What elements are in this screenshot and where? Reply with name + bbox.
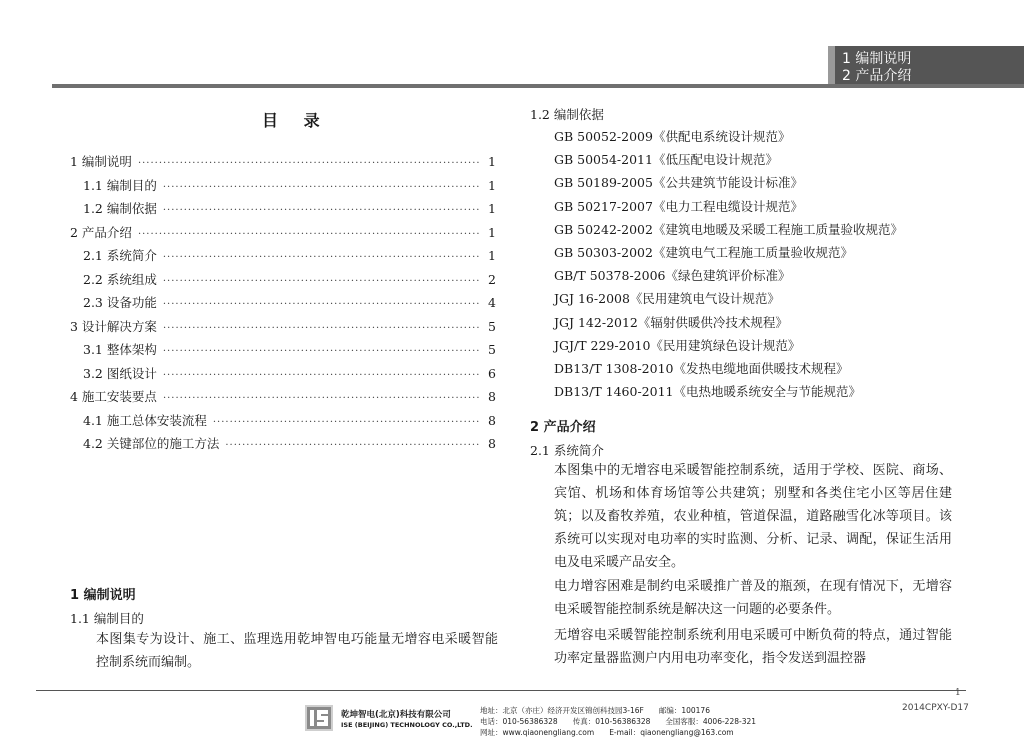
toc-leader-dots: [163, 370, 480, 381]
toc-entry-page: 5: [488, 342, 496, 357]
company-name-en: ISE (BEIJING) TECHNOLOGY CO.,LTD.: [341, 721, 473, 729]
toc-entry-page: 1: [488, 201, 496, 216]
toc-entry: [70, 293, 496, 317]
header-rule: [52, 84, 1024, 88]
toc-leader-dots: [163, 323, 480, 334]
toc-leader-dots: [138, 158, 480, 169]
toc-entry-page: 6: [488, 365, 496, 381]
section-2-1-para-3: 无增容电采暖智能控制系统利用电采暖可中断负荷的特点，通过智能功率定量器监测户内用电功率变化，指令发送到温控器: [554, 628, 952, 666]
section-1-1-body: 本图集专为设计、施工、监理选用乾坤智电巧能量无增容电采暖智能控制系统而编制。: [96, 632, 498, 670]
toc-entry-page: 8: [488, 436, 496, 451]
standard-item: GB 50054-2011《低压配电设计规范》: [554, 152, 778, 168]
section-2-1-para-1: 本图集中的无增容电采暖智能控制系统，适用于学校、医院、商场、宾馆、机场和体育场馆等公共建筑；别墅和各类住宅小区等居住建筑；以及畜牧养殖，农业种植，管道保温，道路融雪化冰等项目。该系统可以实现对电功率的实时监测、分析、记录、调配，保证生活用电及电采暖产品安全。: [554, 463, 952, 570]
toc-entry-label: 3 设计解决方案: [70, 318, 157, 334]
standard-item: GB 50303-2002《建筑电气工程施工质量验收规范》: [554, 244, 853, 260]
toc-entry-page: 1: [488, 177, 496, 193]
company-web: 网址：www.qiaonengliang.com E-mail：qiaonengliang@163.com: [480, 728, 734, 737]
toc-entry: [70, 270, 496, 294]
toc-entry-label: 1.1 编制目的: [83, 177, 157, 193]
toc-leader-dots: [163, 346, 480, 357]
standards-list: [554, 125, 903, 403]
toc-leader-dots: [163, 393, 480, 404]
section-1-1-heading: 1.1 编制目的: [70, 611, 144, 626]
toc-entry: [70, 340, 496, 364]
toc-entry: [70, 246, 496, 270]
section-tab-stripe: [828, 46, 835, 88]
standard-item: DB13/T 1308-2010《发热电缆地面供暖技术规程》: [554, 360, 849, 376]
toc-entry: [70, 199, 496, 223]
toc-entry-page: 5: [488, 318, 496, 334]
toc-entry-label: 4.1 施工总体安装流程: [83, 412, 207, 428]
toc-entry-page: 1: [488, 224, 496, 240]
toc-entry: [70, 223, 496, 247]
table-of-contents: [70, 152, 496, 458]
toc-leader-dots: [138, 229, 480, 240]
toc-leader-dots: [163, 182, 480, 193]
standard-item: DB13/T 1460-2011《电热地暖系统安全与节能规范》: [554, 384, 861, 400]
toc-entry-label: 2.2 系统组成: [83, 271, 157, 287]
page-number: 1: [955, 688, 961, 698]
standard-item: GB 50217-2007《电力工程电缆设计规范》: [554, 198, 803, 214]
toc-entry-page: 8: [488, 412, 496, 428]
toc-leader-dots: [225, 440, 480, 451]
toc-entry-label: 2 产品介绍: [70, 224, 132, 240]
section-tab-line-1: 1 编制说明: [842, 51, 912, 67]
toc-entry-page: 1: [488, 248, 496, 263]
toc-entry: [70, 434, 496, 458]
section-1-2-heading: 1.2 编制依据: [530, 107, 604, 122]
standard-item: JGJ 16-2008《民用建筑电气设计规范》: [554, 291, 780, 307]
toc-entry-label: 2.3 设备功能: [83, 295, 157, 310]
section-2-heading: 2 产品介绍: [530, 420, 596, 435]
toc-entry-label: 4 施工安装要点: [70, 389, 157, 404]
drawing-code: 2014CPXY-D17: [902, 703, 969, 713]
toc-entry-page: 8: [488, 389, 496, 404]
toc-entry-label: 1.2 编制依据: [83, 201, 157, 216]
toc-entry-label: 1 编制说明: [70, 154, 132, 169]
toc-entry-label: 4.2 关键部位的施工方法: [83, 436, 220, 451]
section-2-1-para-2: 电力增容困难是制约电采暖推广普及的瓶颈，在现有情况下，无增容电采暖智能控制系统是解决这一问题的必要条件。: [554, 579, 952, 617]
toc-leader-dots: [163, 276, 480, 287]
section-tab: [828, 46, 1024, 88]
toc-entry-label: 2.1 系统简介: [83, 248, 157, 263]
company-address: 地址：北京（亦庄）经济开发区锦创科技园3-16F 邮编：100176: [480, 706, 710, 715]
standard-item: GB/T 50378-2006《绿色建筑评价标准》: [554, 268, 791, 284]
standard-item: GB 50052-2009《供配电系统设计规范》: [554, 129, 791, 144]
toc-entry-label: 3.2 图纸设计: [83, 365, 157, 381]
toc-title: 目 录: [262, 111, 330, 130]
section-2-1-heading: 2.1 系统简介: [530, 443, 604, 458]
toc-leader-dots: [163, 252, 480, 263]
toc-entry-label: 3.1 整体架构: [83, 342, 157, 357]
standard-item: GB 50242-2002《建筑电地暖及采暖工程施工质量验收规范》: [554, 221, 903, 237]
toc-entry: [70, 411, 496, 435]
toc-entry: [70, 152, 496, 176]
toc-entry: [70, 387, 496, 411]
standard-item: JGJ 142-2012《辐射供暖供冷技术规程》: [554, 314, 788, 330]
company-logo-icon: [305, 705, 333, 731]
footer-rule: [36, 690, 966, 691]
toc-entry-page: 1: [488, 154, 496, 169]
toc-entry: [70, 364, 496, 388]
toc-leader-dots: [213, 417, 480, 428]
section-1-heading: 1 编制说明: [70, 588, 136, 603]
toc-entry-page: 4: [488, 295, 496, 310]
standard-item: GB 50189-2005《公共建筑节能设计标准》: [554, 175, 803, 191]
company-phone: 电话：010-56386328 传真：010-56386328 全国客服：4006-228-321: [480, 717, 757, 726]
toc-leader-dots: [163, 205, 480, 216]
toc-entry-page: 2: [488, 271, 496, 287]
section-tab-line-2: 2 产品介绍: [842, 68, 912, 84]
standard-item: JGJ/T 229-2010《民用建筑绿色设计规范》: [554, 337, 801, 353]
company-name-cn: 乾坤智电(北京)科技有限公司: [341, 710, 451, 720]
toc-entry: [70, 176, 496, 200]
toc-entry: [70, 317, 496, 341]
toc-leader-dots: [163, 299, 480, 310]
